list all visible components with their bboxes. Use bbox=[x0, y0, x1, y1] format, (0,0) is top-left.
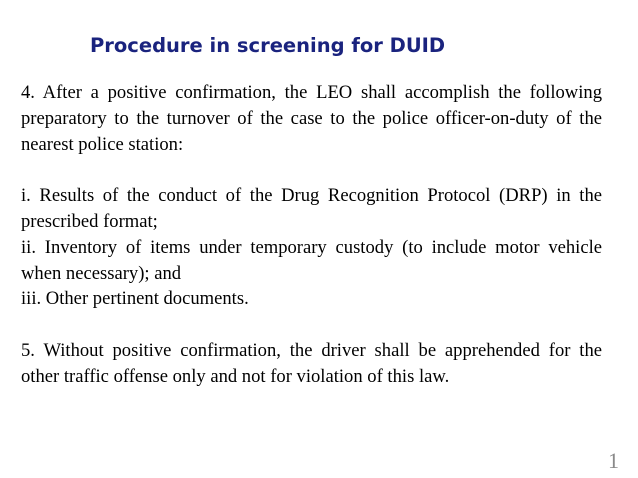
list-item-iii: iii. Other pertinent documents. bbox=[21, 288, 249, 310]
list-item-ii: ii. Inventory of items under temporary custody (to include motor vehicle when necessary); and bbox=[21, 236, 602, 284]
list-item-i: i. Results of the conduct of the Drug Recognition Protocol (DRP) in the prescribed format; bbox=[21, 185, 602, 232]
slide-body bbox=[21, 80, 602, 390]
slide-title: Procedure in screening for DUID bbox=[90, 34, 446, 57]
paragraph-4: 4. After a positive confirmation, the LEO shall accomplish the following preparatory to the turnover of the case to the police officer-on-duty of the nearest police station: bbox=[21, 82, 602, 155]
paragraph-5: 5. Without positive confirmation, the driver shall be apprehended for the other traffic offense only and not for violation of this law. bbox=[21, 339, 602, 387]
paragraph-spacer bbox=[21, 312, 602, 338]
paragraph-spacer bbox=[21, 157, 602, 183]
page-number: 1 bbox=[608, 448, 619, 473]
